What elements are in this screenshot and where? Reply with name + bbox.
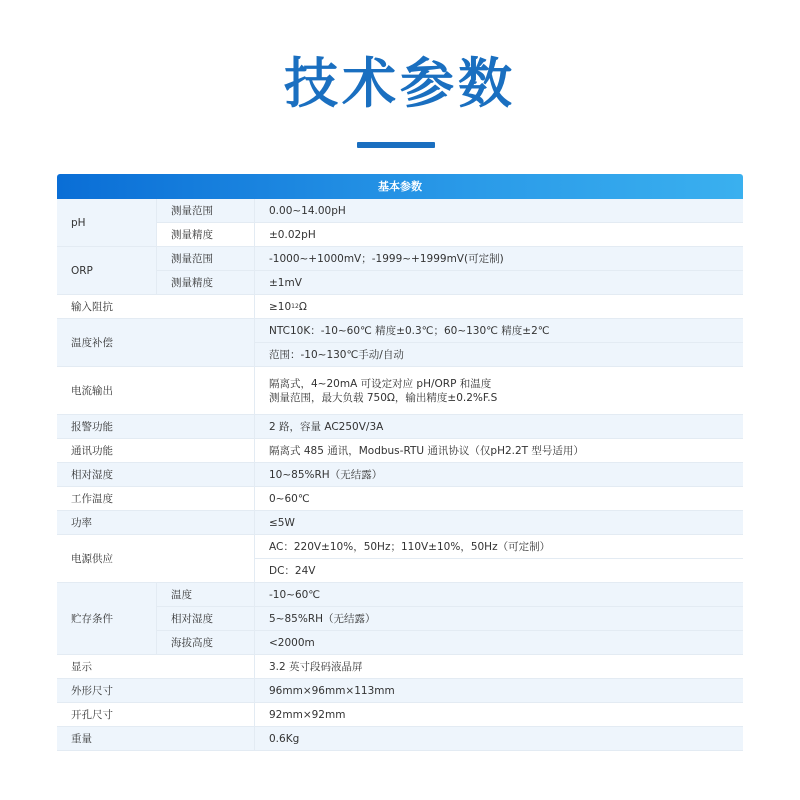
- power-label: 功率: [57, 511, 255, 535]
- table-row: [57, 367, 743, 415]
- current-output-line-2: 测量范围，最大负载 750Ω，输出精度±0.2%F.S: [269, 391, 498, 404]
- work-temp-label: 工作温度: [57, 487, 255, 511]
- table-row: [57, 463, 743, 487]
- impedance-value-unit: Ω: [298, 300, 307, 313]
- title-underline: [357, 142, 435, 148]
- current-output-label: 电流输出: [57, 367, 255, 415]
- storage-altitude-label: 海拔高度: [157, 631, 255, 655]
- ph-accuracy-value: ±0.02pH: [255, 223, 743, 247]
- display-label: 显示: [57, 655, 255, 679]
- table-row: [157, 199, 743, 223]
- power-supply-group: [57, 535, 743, 583]
- temp-comp-group: [57, 319, 743, 367]
- storage-humidity-value: 5~85%RH（无结露）: [255, 607, 743, 631]
- table-row: [57, 727, 743, 751]
- impedance-value-exp: 12: [291, 303, 299, 310]
- impedance-label: 输入阻抗: [57, 295, 255, 319]
- table-row: [57, 439, 743, 463]
- table-row: [57, 511, 743, 535]
- comm-value: 隔离式 485 通讯，Modbus-RTU 通讯协议（仅pH2.2T 型号适用）: [255, 439, 743, 463]
- power-supply-ac: AC：220V±10%，50Hz；110V±10%，50Hz（可定制）: [255, 535, 743, 559]
- table-row: [57, 679, 743, 703]
- alarm-label: 报警功能: [57, 415, 255, 439]
- orp-range-value: -1000~+1000mV；-1999~+1999mV(可定制): [255, 247, 743, 271]
- table-row: [157, 607, 743, 631]
- ph-range-label: 测量范围: [157, 199, 255, 223]
- ph-accuracy-label: 测量精度: [157, 223, 255, 247]
- dimensions-label: 外形尺寸: [57, 679, 255, 703]
- table-row: [255, 559, 743, 583]
- storage-altitude-value: <2000m: [255, 631, 743, 655]
- rel-humidity-label: 相对湿度: [57, 463, 255, 487]
- alarm-value: 2 路，容量 AC250V/3A: [255, 415, 743, 439]
- table-row: [57, 415, 743, 439]
- ph-group: [57, 199, 743, 247]
- cutout-value: 92mm×92mm: [255, 703, 743, 727]
- table-row: [157, 583, 743, 607]
- comm-label: 通讯功能: [57, 439, 255, 463]
- orp-accuracy-value: ±1mV: [255, 271, 743, 295]
- ph-range-value: 0.00~14.00pH: [255, 199, 743, 223]
- impedance-value: [255, 295, 743, 319]
- table-row: [255, 535, 743, 559]
- power-supply-label: 电源供应: [57, 535, 255, 583]
- weight-value: 0.6Kg: [255, 727, 743, 751]
- impedance-value-base: ≥10: [269, 300, 292, 313]
- table-row: [57, 295, 743, 319]
- storage-humidity-label: 相对湿度: [157, 607, 255, 631]
- storage-temp-value: -10~60℃: [255, 583, 743, 607]
- current-output-line-1: 隔离式，4~20mA 可设定对应 pH/ORP 和温度: [269, 377, 492, 390]
- temp-comp-label: 温度补偿: [57, 319, 255, 367]
- table-row: [255, 319, 743, 343]
- weight-label: 重量: [57, 727, 255, 751]
- orp-accuracy-label: 测量精度: [157, 271, 255, 295]
- temp-comp-line-1: NTC10K：-10~60℃ 精度±0.3℃；60~130℃ 精度±2℃: [255, 319, 743, 343]
- orp-label: ORP: [57, 247, 157, 295]
- power-supply-dc: DC：24V: [255, 559, 743, 583]
- page-title: 技术参数: [284, 52, 516, 115]
- storage-group: [57, 583, 743, 655]
- table-row: [157, 631, 743, 655]
- orp-group: [57, 247, 743, 295]
- table-row: [57, 487, 743, 511]
- cutout-label: 开孔尺寸: [57, 703, 255, 727]
- power-value: ≤5W: [255, 511, 743, 535]
- dimensions-value: 96mm×96mm×113mm: [255, 679, 743, 703]
- temp-comp-line-2: 范围：-10~130℃手动/自动: [255, 343, 743, 367]
- ph-label: pH: [57, 199, 157, 247]
- table-header: 基本参数: [57, 174, 743, 199]
- table-row: [57, 703, 743, 727]
- work-temp-value: 0~60℃: [255, 487, 743, 511]
- rel-humidity-value: 10~85%RH（无结露）: [255, 463, 743, 487]
- storage-label: 贮存条件: [57, 583, 157, 655]
- current-output-value: [255, 367, 743, 415]
- table-row: [157, 271, 743, 295]
- storage-temp-label: 温度: [157, 583, 255, 607]
- spec-table: [57, 174, 743, 751]
- table-row: [57, 655, 743, 679]
- table-row: [157, 247, 743, 271]
- table-row: [157, 223, 743, 247]
- display-value: 3.2 英寸段码液晶屏: [255, 655, 743, 679]
- table-row: [255, 343, 743, 367]
- orp-range-label: 测量范围: [157, 247, 255, 271]
